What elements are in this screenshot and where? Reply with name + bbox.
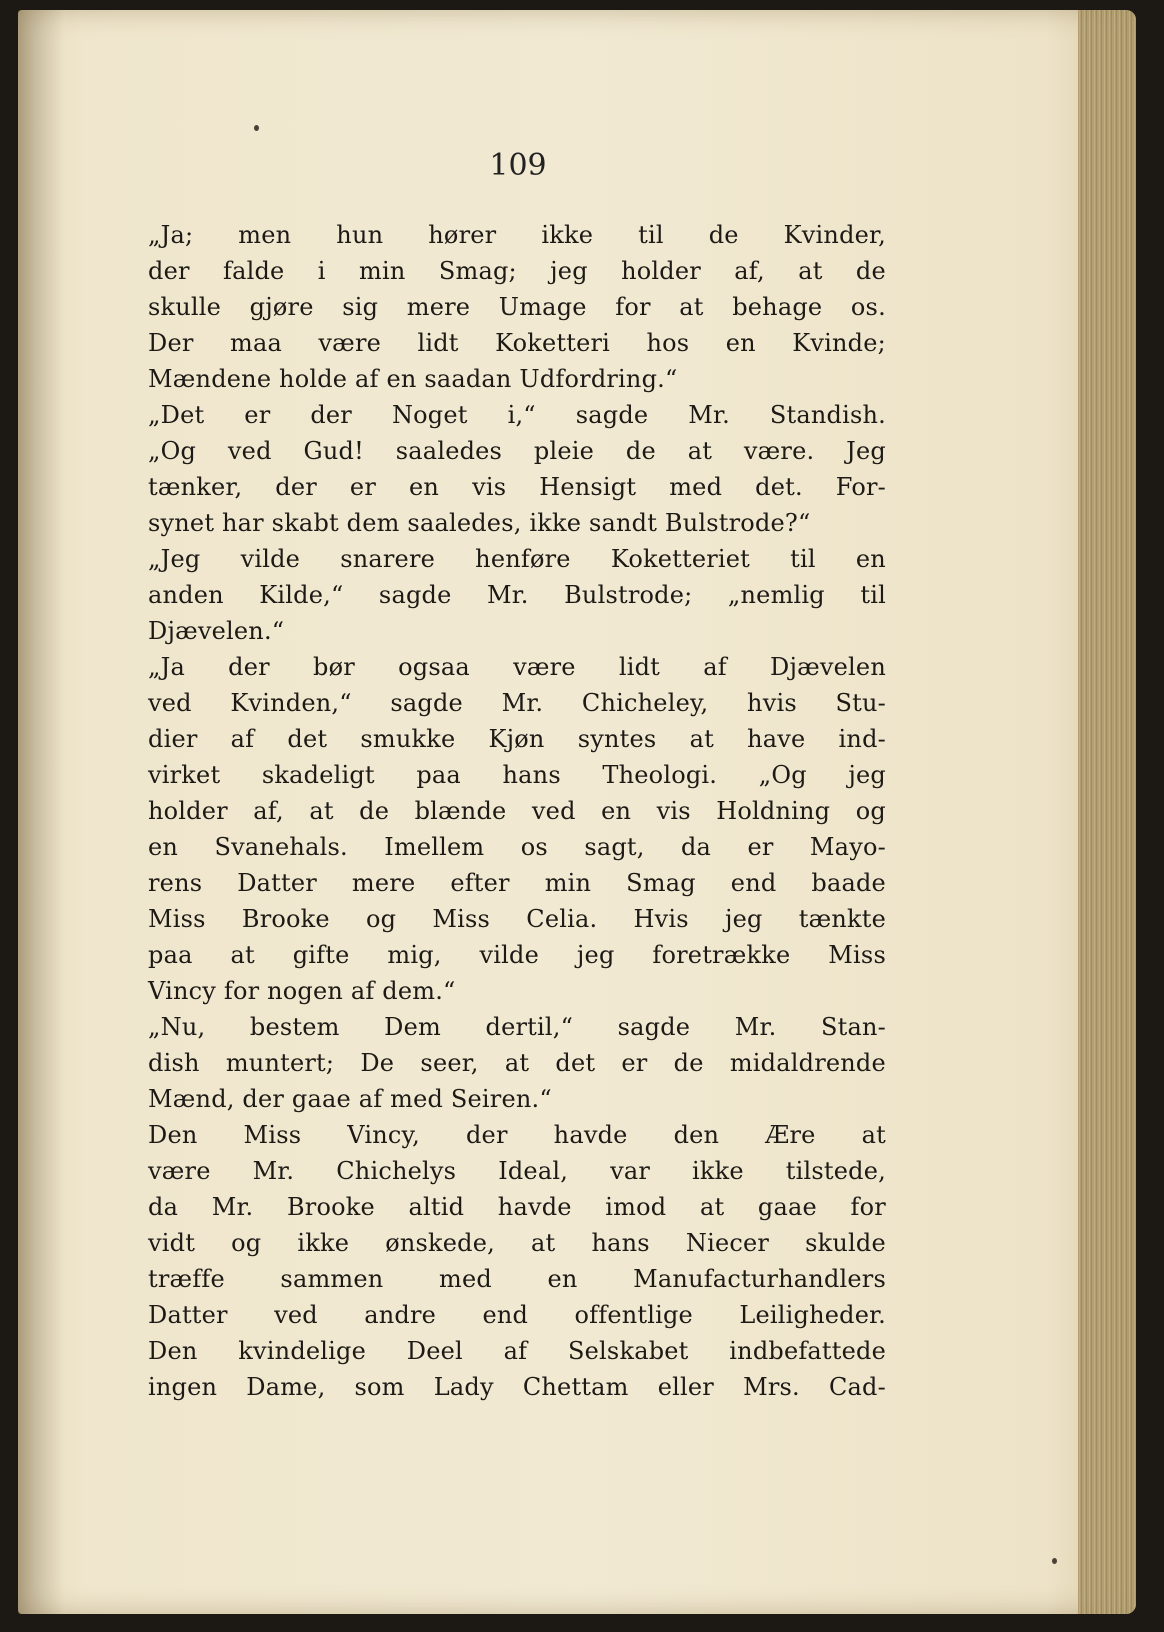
word: blænde xyxy=(414,797,507,825)
word: sagde xyxy=(575,401,649,429)
word: „Og xyxy=(148,437,197,465)
word: skulde xyxy=(805,1229,886,1257)
word: i,“ xyxy=(507,401,536,429)
word: Mr. xyxy=(252,1157,295,1185)
word: de xyxy=(855,257,886,285)
word: ikke xyxy=(692,1157,744,1185)
word: foretrække xyxy=(652,941,791,969)
word: til xyxy=(638,221,664,249)
word: Cad- xyxy=(828,1373,886,1401)
word: ved xyxy=(531,797,576,825)
text-line xyxy=(148,901,886,937)
word: baade xyxy=(811,869,886,897)
text-line xyxy=(148,577,886,613)
word: Mr. xyxy=(211,1193,254,1221)
word: tænker, xyxy=(148,473,243,501)
word: Chettam xyxy=(522,1373,629,1401)
word: sammen xyxy=(280,1265,384,1293)
word: Den xyxy=(148,1121,198,1149)
body-text xyxy=(148,217,886,1405)
word: Imellem xyxy=(384,833,485,861)
word: Datter xyxy=(148,1301,228,1329)
word: en xyxy=(725,329,756,357)
word: gjøre xyxy=(249,293,314,321)
word: være. xyxy=(743,437,815,465)
word: bestem xyxy=(249,1013,340,1041)
word: Deel xyxy=(406,1337,463,1365)
word: med xyxy=(669,473,723,501)
word: Dem xyxy=(384,1013,441,1041)
word: Datter xyxy=(237,869,317,897)
word: Koketteri xyxy=(495,329,611,357)
word: Vincy, xyxy=(347,1121,420,1149)
word: Svanehals. xyxy=(214,833,348,861)
word: skulle xyxy=(148,293,222,321)
word: og xyxy=(855,797,886,825)
word: eller xyxy=(657,1373,714,1401)
word: mere xyxy=(406,293,471,321)
text-line xyxy=(148,1117,886,1153)
word: Mayo- xyxy=(809,833,886,861)
word: Chicheley, xyxy=(581,689,709,717)
word: jeg xyxy=(848,761,886,789)
word: hans xyxy=(591,1229,650,1257)
word: Stu- xyxy=(835,689,886,717)
text-line xyxy=(148,937,886,973)
word: Der xyxy=(148,329,194,357)
word: Holdning xyxy=(716,797,831,825)
word: indbefattede xyxy=(729,1337,886,1365)
word: Miss xyxy=(828,941,886,969)
word: tænkte xyxy=(798,905,886,933)
text-line xyxy=(148,1189,886,1225)
text-line xyxy=(148,1153,886,1189)
word: Dame, xyxy=(246,1373,326,1401)
word: andre xyxy=(364,1301,437,1329)
word: paa xyxy=(148,941,193,969)
page-number: 109 xyxy=(489,148,547,183)
word: end xyxy=(730,869,777,897)
word: da xyxy=(680,833,712,861)
word: der xyxy=(465,1121,508,1149)
text-line: Vincy for nogen af dem.“ xyxy=(148,977,456,1005)
text-line xyxy=(148,721,886,757)
word: vilde xyxy=(240,545,301,573)
text-line xyxy=(148,793,886,829)
word: en xyxy=(601,797,632,825)
word: af xyxy=(230,725,255,753)
word: i xyxy=(317,257,326,285)
text-line xyxy=(148,397,886,433)
text-line xyxy=(148,1369,886,1405)
word: at xyxy=(861,1121,886,1149)
word: ønskede, xyxy=(385,1229,495,1257)
word: jeg xyxy=(724,905,763,933)
word: Chichelys xyxy=(336,1157,457,1185)
ink-speck xyxy=(254,125,259,131)
word: lidt xyxy=(417,329,459,357)
word: for xyxy=(850,1193,886,1221)
text-line xyxy=(148,829,886,865)
word: af, xyxy=(253,797,284,825)
word: Hensigt xyxy=(539,473,637,501)
word: min xyxy=(359,257,406,285)
word: vilde xyxy=(479,941,540,969)
word: Brooke xyxy=(286,1193,375,1221)
word: vis xyxy=(472,473,507,501)
word: Miss xyxy=(148,905,206,933)
word: sagde xyxy=(390,689,463,717)
text-line: Djævelen.“ xyxy=(148,617,285,645)
text-line xyxy=(148,1225,886,1261)
text-line xyxy=(148,541,886,577)
word: af, xyxy=(734,257,765,285)
word: hun xyxy=(336,221,384,249)
word: det. xyxy=(755,473,803,501)
word: end xyxy=(482,1301,529,1329)
word: at xyxy=(687,437,713,465)
word: de xyxy=(625,437,656,465)
word: Jeg xyxy=(846,437,886,465)
word: jeg xyxy=(550,257,588,285)
word: midaldrende xyxy=(729,1049,886,1077)
word: det xyxy=(555,1049,596,1077)
word: Kilde,“ xyxy=(259,581,344,609)
word: offentlige xyxy=(574,1301,693,1329)
word: ind- xyxy=(838,725,886,753)
word: mere xyxy=(351,869,416,897)
word: maa xyxy=(229,329,282,357)
book-gutter-shadow xyxy=(18,10,64,1614)
word: Koketteriet xyxy=(610,545,751,573)
word: for xyxy=(615,293,651,321)
word: til xyxy=(790,545,816,573)
word: syntes xyxy=(577,725,657,753)
word: af xyxy=(703,653,727,681)
word: Lady xyxy=(433,1373,494,1401)
word: imod xyxy=(605,1193,667,1221)
text-line xyxy=(148,1045,886,1081)
word: er xyxy=(747,833,774,861)
word: vidt xyxy=(148,1229,196,1257)
paper-page xyxy=(18,10,1136,1614)
word: at xyxy=(798,257,823,285)
word: Kjøn xyxy=(488,725,545,753)
word: men xyxy=(238,221,292,249)
word: at xyxy=(309,797,334,825)
text-line xyxy=(148,325,886,361)
word: lidt xyxy=(618,653,661,681)
word: en xyxy=(547,1265,578,1293)
word: med xyxy=(439,1265,492,1293)
word: De xyxy=(360,1049,395,1077)
word: gifte xyxy=(292,941,350,969)
word: Gud! xyxy=(303,437,364,465)
word: de xyxy=(708,221,739,249)
word: Ære xyxy=(765,1121,816,1149)
text-line xyxy=(148,1009,886,1045)
word: Standish. xyxy=(769,401,886,429)
word: henføre xyxy=(475,545,571,573)
word: hans xyxy=(502,761,561,789)
word: „Ja; xyxy=(148,221,194,249)
word: der xyxy=(310,401,352,429)
word: paa xyxy=(416,761,461,789)
word: virket xyxy=(148,761,221,789)
word: ved xyxy=(274,1301,318,1329)
word: Noget xyxy=(391,401,468,429)
word: Kvinden,“ xyxy=(230,689,352,717)
word: der xyxy=(275,473,317,501)
word: snarere xyxy=(340,545,436,573)
word: anden xyxy=(148,581,224,609)
word: sig xyxy=(342,293,379,321)
text-line xyxy=(148,433,886,469)
word: Theologi. xyxy=(602,761,718,789)
word: muntert; xyxy=(225,1049,335,1077)
word: „Og xyxy=(758,761,807,789)
word: Smag; xyxy=(438,257,517,285)
word: de xyxy=(359,797,390,825)
word: ved xyxy=(227,437,272,465)
text-line: Mændene holde af en saadan Udfordring.“ xyxy=(148,365,678,393)
word: smukke xyxy=(360,725,456,753)
text-line xyxy=(148,757,886,793)
word: at xyxy=(679,293,704,321)
word: hos xyxy=(646,329,690,357)
word: Den xyxy=(148,1337,198,1365)
word: Celia. xyxy=(526,905,598,933)
text-line: synet har skabt dem saaledes, ikke sandt Bulstrode?“ xyxy=(148,509,811,537)
word: var xyxy=(610,1157,651,1185)
word: behage xyxy=(732,293,823,321)
word: Umage xyxy=(498,293,587,321)
word: tilstede, xyxy=(785,1157,886,1185)
text-line xyxy=(148,685,886,721)
word: ved xyxy=(148,689,192,717)
word: Miss xyxy=(432,905,491,933)
word: holder xyxy=(148,797,228,825)
word: en xyxy=(855,545,886,573)
word: os. xyxy=(850,293,886,321)
word: bør xyxy=(313,653,355,681)
word: dish xyxy=(148,1049,200,1077)
word: efter xyxy=(450,869,510,897)
word: en xyxy=(148,833,179,861)
word: ingen xyxy=(148,1373,218,1401)
text-line xyxy=(148,649,886,685)
word: det xyxy=(287,725,328,753)
word: Mr. xyxy=(688,401,730,429)
word: ikke xyxy=(297,1229,350,1257)
word: mig, xyxy=(387,941,442,969)
word: altid xyxy=(408,1193,465,1221)
word: Mr. xyxy=(486,581,529,609)
word: en xyxy=(409,473,440,501)
word: Kvinder, xyxy=(783,221,886,249)
word: at xyxy=(689,725,714,753)
ink-speck xyxy=(1052,1558,1057,1564)
word: saaledes xyxy=(395,437,503,465)
word: Mr. xyxy=(501,689,544,717)
word: at xyxy=(230,941,255,969)
word: og xyxy=(366,905,397,933)
word: Selskabet xyxy=(568,1337,689,1365)
text-line xyxy=(148,1333,886,1369)
word: er xyxy=(244,401,271,429)
word: Miss xyxy=(243,1121,302,1149)
word: dier xyxy=(148,725,198,753)
word: der xyxy=(228,653,270,681)
word: hører xyxy=(428,221,497,249)
word: kvindelige xyxy=(238,1337,366,1365)
word: sagt, xyxy=(584,833,645,861)
word: sagde xyxy=(378,581,452,609)
word: falde xyxy=(222,257,285,285)
word: Manufacturhandlers xyxy=(633,1265,886,1293)
word: Kvinde; xyxy=(792,329,886,357)
word: seer, xyxy=(420,1049,479,1077)
word: Djævelen xyxy=(770,653,886,681)
text-line xyxy=(148,1261,886,1297)
word: vis xyxy=(656,797,691,825)
word: de xyxy=(673,1049,704,1077)
word: Mr. xyxy=(734,1013,777,1041)
word: træffe xyxy=(148,1265,225,1293)
word: skadeligt xyxy=(261,761,375,789)
word: være xyxy=(148,1157,211,1185)
word: er xyxy=(621,1049,648,1077)
word: For- xyxy=(835,473,886,501)
text-line xyxy=(148,865,886,901)
word: Smag xyxy=(626,869,696,897)
word: Mrs. xyxy=(743,1373,800,1401)
text-line xyxy=(148,217,886,253)
word: Bulstrode; xyxy=(564,581,693,609)
text-line: Mænd, der gaae af med Seiren.“ xyxy=(148,1085,552,1113)
word: rens xyxy=(148,869,203,897)
word: havde xyxy=(497,1193,572,1221)
word: være xyxy=(513,653,576,681)
word: pleie xyxy=(533,437,595,465)
word: den xyxy=(673,1121,720,1149)
word: til xyxy=(860,581,886,609)
word: da xyxy=(148,1193,179,1221)
word: at xyxy=(531,1229,556,1257)
word: Leiligheder. xyxy=(739,1301,886,1329)
word: Stan- xyxy=(820,1013,886,1041)
text-line xyxy=(148,1297,886,1333)
word: Niecer xyxy=(685,1229,770,1257)
text-line xyxy=(148,469,886,505)
page-edges xyxy=(1078,10,1136,1614)
word: „Ja xyxy=(148,653,185,681)
word: at xyxy=(504,1049,530,1077)
word: havde xyxy=(553,1121,628,1149)
word: sagde xyxy=(617,1013,691,1041)
text-line xyxy=(148,253,886,289)
word: dertil,“ xyxy=(485,1013,574,1041)
word: af xyxy=(503,1337,528,1365)
word: holder xyxy=(621,257,701,285)
word: Ideal, xyxy=(498,1157,569,1185)
text-line xyxy=(148,289,886,325)
word: og xyxy=(231,1229,262,1257)
word: min xyxy=(544,869,592,897)
word: „Nu, xyxy=(148,1013,206,1041)
word: Hvis xyxy=(633,905,689,933)
word: som xyxy=(354,1373,405,1401)
word: der xyxy=(148,257,190,285)
word: ikke xyxy=(541,221,594,249)
word: os xyxy=(520,833,548,861)
word: „Det xyxy=(148,401,205,429)
word: Brooke xyxy=(241,905,330,933)
word: være xyxy=(318,329,382,357)
word: jeg xyxy=(576,941,615,969)
word: „Jeg xyxy=(148,545,201,573)
word: have xyxy=(747,725,806,753)
word: at xyxy=(699,1193,725,1221)
word: gaae xyxy=(757,1193,817,1221)
word: ogsaa xyxy=(398,653,470,681)
word: hvis xyxy=(747,689,797,717)
word: „nemlig xyxy=(727,581,825,609)
word: er xyxy=(349,473,376,501)
